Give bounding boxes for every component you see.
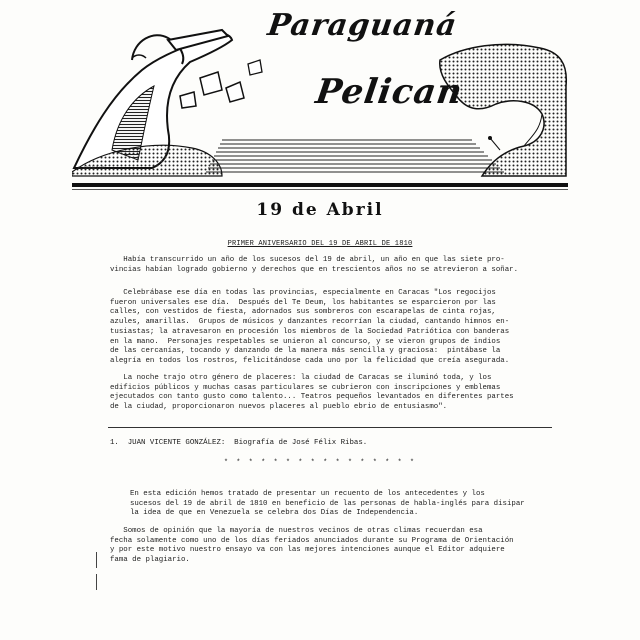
section-separator: * * * * * * * * * * * * * * * * — [223, 459, 417, 467]
masthead — [72, 0, 568, 186]
artist-credit: F. ARANGUR — [78, 165, 106, 170]
paragraph-5: Somos de opinión que la mayoría de nuestros vecinos de otras climas recuerdan esa fecha solamente como uno de los días feriados anunciados durante su Programa de Orientación y por este motivo nuestro ensayo va con las mejores intenciones aunque el Editor adquiere fama de plagiario. — [110, 527, 514, 565]
article-subheading: PRIMER ANIVERSARIO DEL 19 DE ABRIL DE 1810 — [227, 240, 413, 248]
masthead-rule-thick — [72, 183, 568, 187]
masthead-title-line2: Pelican — [313, 72, 466, 112]
paragraph-1: Había transcurrido un año de los sucesos del 19 de abril, un año en que las siete pro- vincias habían logrado gobierno y derechos que en trescientos años no se atrevieron a soñar. — [110, 256, 519, 274]
paragraph-4: En esta edición hemos tratado de presentar un recuento de los antecedentes y los sucesos del 19 de abril de 1810 en beneficio de las personas de habla-inglés para disipar la idea de que en Venezuela se celebra dos Días de Independencia. — [130, 490, 525, 518]
footnote-reference: 1. JUAN VICENTE GONZÁLEZ: Biografía de José Félix Ribas. — [110, 439, 368, 447]
masthead-title-line1: Paraguaná — [265, 8, 460, 43]
footnote-divider — [108, 427, 552, 428]
margin-mark — [96, 574, 97, 590]
article-heading: 19 de Abril — [256, 200, 384, 220]
paragraph-3: La noche trajo otro género de placeres: la ciudad de Caracas se iluminó toda, y los edificios públicos y muchas casas particulares se cubrieron con inscripciones y emblemas ejecutados con tanto gusto como talento... Teatros pequeños levantados en diferentes partes de la ciudad, proporcionaron nuevos placeres al pueblo ebrio de entusiasmo". — [110, 374, 514, 412]
margin-mark — [96, 552, 97, 568]
masthead-rule-thin — [72, 189, 568, 190]
paragraph-2: Celebrábase ese día en todas las provincias, especialmente en Caracas "Los regocijos fueron universales ese día. Después del Te Deum, los habitantes se esparcieron por las calles, con vestidos de fiesta, adornados sus sombreros con escarapelas de cinta rojas, azules, amarillas. Grupos de músicos y danzantes recorrían la ciudad, cantando himnos en- tusiastas; la atravesaron en procesión los miembros de la Sociedad Patriótica con banderas en la mano. Personajes respetables se unieron al concurso, y se vieron grupos de indios de las cercanías, tocando y danzando de la manera más sencilla y graciosa: pintábase la alegría en todos los rostros, felicitándose cada uno por la felicidad que creía asegurada. — [110, 289, 510, 365]
